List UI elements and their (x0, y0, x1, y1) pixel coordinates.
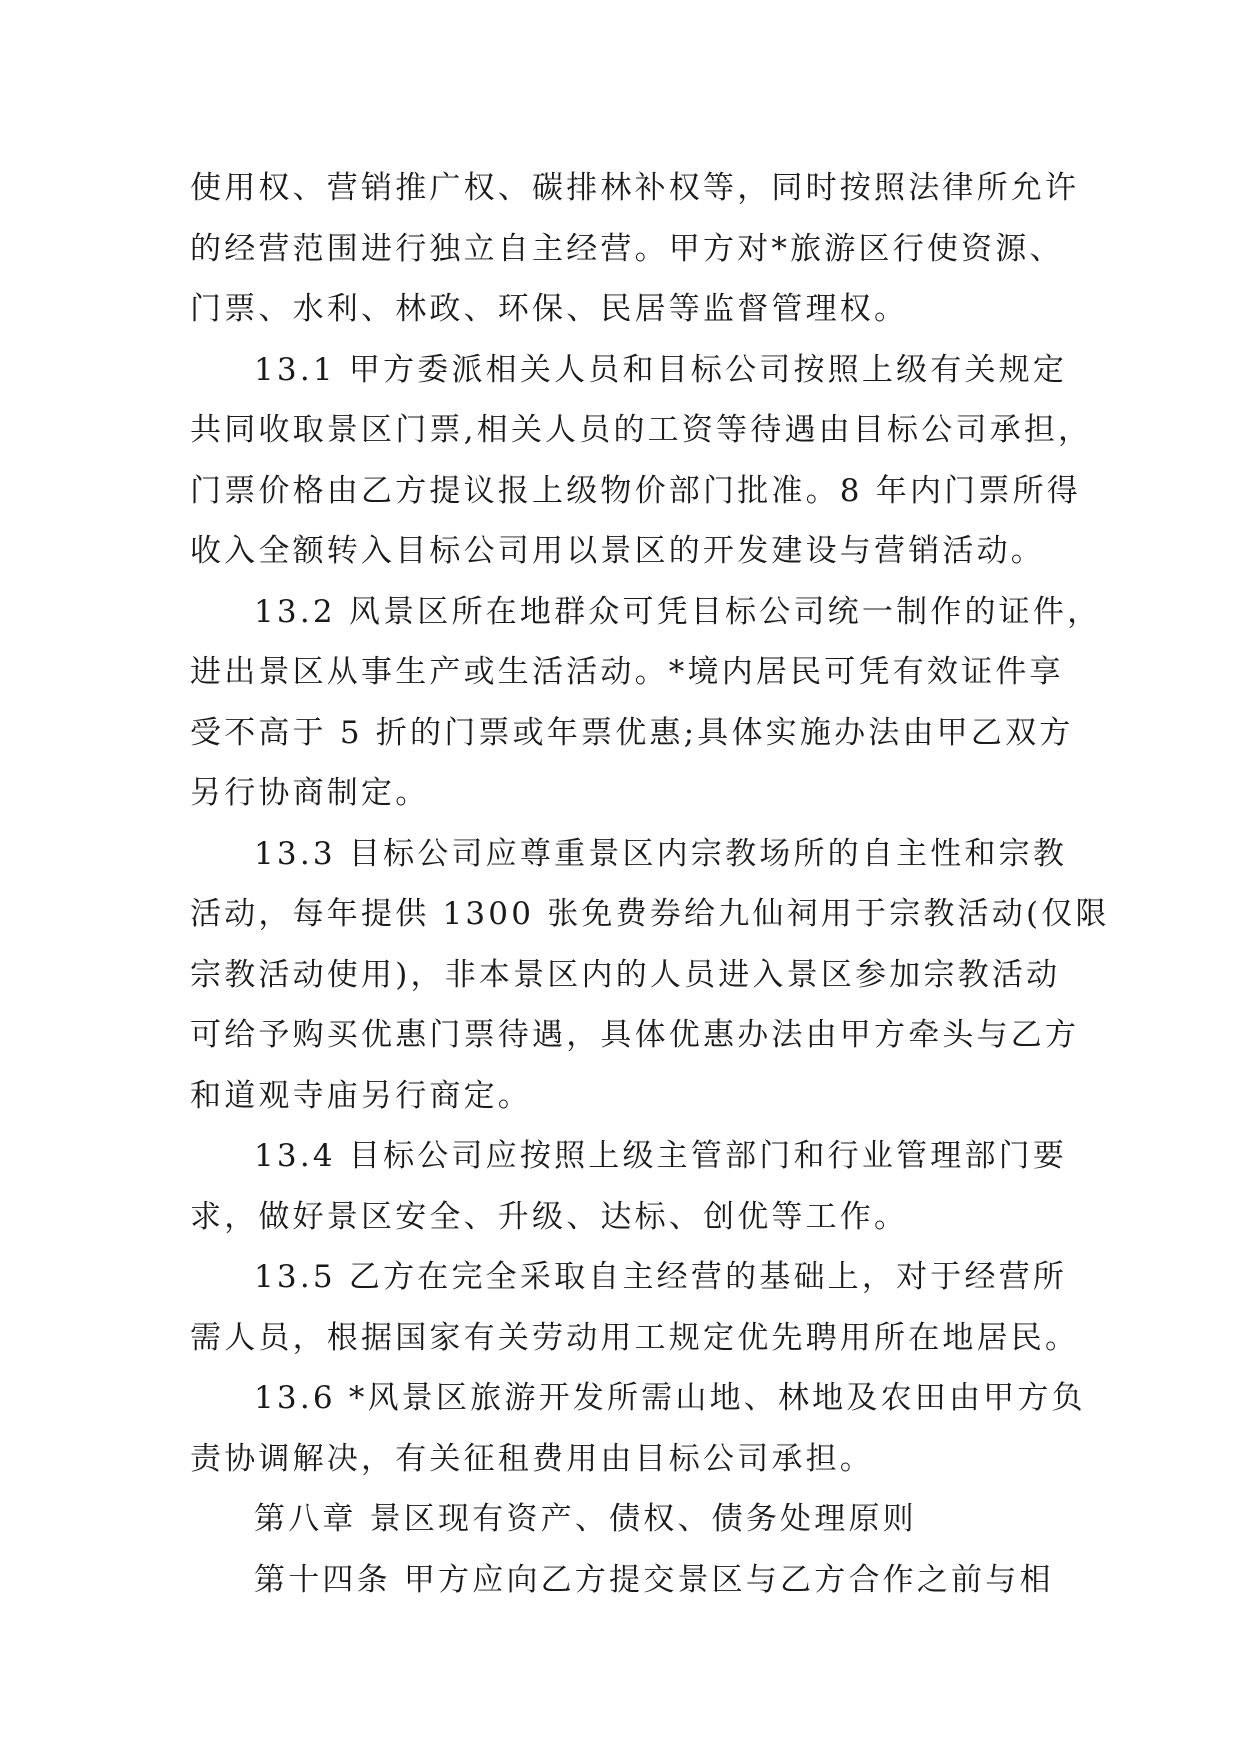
text-line: 13.2 风景区所在地群众可凭目标公司统一制作的证件， (254, 593, 1102, 630)
text-line: 活动，每年提供 1300 张免费券给九仙祠用于宗教活动(仅限 (190, 896, 1110, 932)
text-line: 需人员，根据国家有关劳动用工规定优先聘用所在地居民。 (190, 1319, 1080, 1356)
text-line: 13.1 甲方委派相关人员和目标公司按照上级有关规定 (254, 351, 1068, 388)
article-14 (190, 1550, 1054, 1611)
text-line: 13.5 乙方在完全采取自主经营的基础上，对于经营所 (254, 1259, 1068, 1295)
text-line: 的经营范围进行独立自主经营。甲方对*旅游区行使资源、 (190, 230, 1064, 267)
text-line: 可给予购买优惠门票待遇，具体优惠办法由甲方牵头与乙方 (190, 1017, 1080, 1053)
paragraph-13-5 (190, 1247, 1080, 1368)
paragraph-13-3 (190, 824, 1110, 1127)
chapter-heading (190, 1489, 1050, 1550)
text-line: 受不高于 5 折的门票或年票优惠;具体实施办法由甲乙双方 (190, 714, 1074, 751)
text-line: 共同收取景区门票,相关人员的工资等待遇由目标公司承担， (190, 412, 1093, 448)
paragraph-rights-scope (190, 158, 1080, 340)
text-line: 13.6 *风景区旅游开发所需山地、林地及农田由甲方负 (254, 1380, 1086, 1416)
text-line: 13.4 目标公司应按照上级主管部门和行业管理部门要 (254, 1138, 1068, 1174)
text-line: 另行协商制定。 (190, 775, 430, 811)
text-line: 和道观寺庙另行商定。 (190, 1077, 532, 1114)
paragraph-13-1 (190, 340, 1093, 582)
document-body (190, 158, 1110, 1610)
text-line: 使用权、营销推广权、碳排林补权等，同时按照法律所允许 (190, 170, 1080, 206)
paragraph-13-4 (190, 1126, 1068, 1247)
text-line: 第十四条 甲方应向乙方提交景区与乙方合作之前与相 (254, 1561, 1054, 1598)
text-line: 进出景区从事生产或生活活动。*境内居民可凭有效证件享 (190, 654, 1064, 690)
text-line: 责协调解决，有关征租费用由目标公司承担。 (190, 1440, 874, 1477)
paragraph-13-2 (190, 582, 1102, 824)
text-line: 宗教活动使用)，非本景区内的人员进入景区参加宗教活动 (190, 956, 1061, 993)
text-line: 收入全额转入目标公司用以景区的开发建设与营销活动。 (190, 533, 1045, 569)
text-line: 13.3 目标公司应尊重景区内宗教场所的自主性和宗教 (254, 835, 1068, 872)
paragraph-13-6 (190, 1368, 1086, 1489)
text-line: 求，做好景区安全、升级、达标、创优等工作。 (190, 1198, 909, 1235)
text-line: 门票、水利、林政、环保、民居等监督管理权。 (190, 291, 909, 327)
text-line: 门票价格由乙方提议报上级物价部门批准。8 年内门票所得 (190, 472, 1081, 509)
text-line: 第八章 景区现有资产、债权、债务处理原则 (254, 1501, 917, 1537)
